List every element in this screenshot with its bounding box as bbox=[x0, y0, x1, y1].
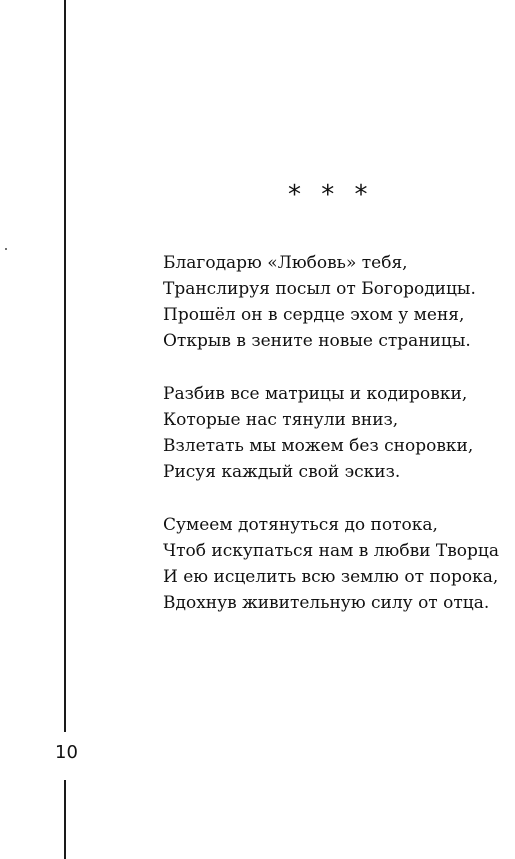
poem-line: Благодарю «Любовь» тебя, bbox=[163, 253, 408, 273]
poem-line: И ею исцелить всю землю от порока, bbox=[163, 567, 499, 587]
poem-line: Чтоб искупаться нам в любви Творца bbox=[163, 541, 499, 561]
poem-line: Которые нас тянули вниз, bbox=[163, 410, 399, 430]
section-ornament: * * * bbox=[288, 180, 374, 210]
poem-line: Вдохнув живительную силу от отца. bbox=[163, 593, 490, 613]
print-speck bbox=[5, 248, 7, 250]
page-number: 10 bbox=[55, 742, 78, 763]
poem-line: Рисуя каждый свой эскиз. bbox=[163, 462, 401, 482]
poem-line: Транслируя посыл от Богородицы. bbox=[163, 279, 476, 299]
poem-line: Сумеем дотянуться до потока, bbox=[163, 515, 438, 535]
stanza bbox=[163, 250, 513, 354]
poem-line: Открыв в зените новые страницы. bbox=[163, 331, 471, 351]
poem-line: Прошёл он в сердце эхом у меня, bbox=[163, 305, 465, 325]
stanza bbox=[163, 512, 513, 616]
margin-rule bbox=[64, 0, 66, 732]
poem-line: Разбив все матрицы и кодировки, bbox=[163, 384, 468, 404]
poem bbox=[163, 250, 513, 643]
margin-rule bbox=[64, 780, 66, 859]
stanza bbox=[163, 381, 513, 485]
poem-line: Взлетать мы можем без сноровки, bbox=[163, 436, 474, 456]
